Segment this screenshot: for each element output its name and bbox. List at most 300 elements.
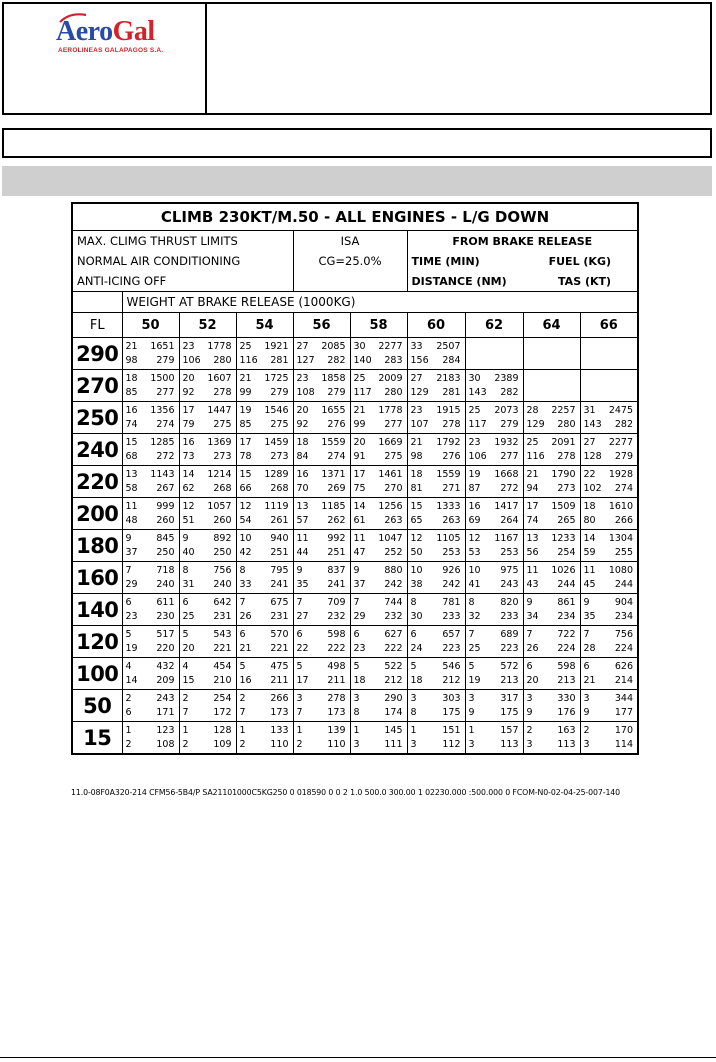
cell-time: 22 xyxy=(583,468,596,480)
climb-cell xyxy=(580,562,638,594)
cell-time: 16 xyxy=(182,436,195,448)
cell-tas: 272 xyxy=(156,450,175,462)
cell-fuel: 2073 xyxy=(494,404,519,416)
cell-distance: 156 xyxy=(410,354,429,366)
cell-fuel: 278 xyxy=(327,692,346,704)
cell-distance: 18 xyxy=(410,674,423,686)
table-title: CLIMB 230KT/M.50 - ALL ENGINES - L/G DOWN xyxy=(72,203,638,231)
climb-cell xyxy=(236,626,293,658)
cell-fuel: 570 xyxy=(270,628,289,640)
flight-level: 15 xyxy=(72,722,122,755)
cell-fuel: 926 xyxy=(442,564,461,576)
cell-fuel: 1185 xyxy=(321,500,346,512)
climb-cell xyxy=(580,626,638,658)
climb-cell xyxy=(350,402,407,434)
cell-tas: 268 xyxy=(270,482,289,494)
climb-cell xyxy=(465,434,523,466)
cell-time: 2 xyxy=(125,692,132,704)
climb-cell xyxy=(293,498,350,530)
cell-time: 23 xyxy=(410,404,423,416)
climb-cell xyxy=(236,594,293,626)
fl-header: FL xyxy=(72,313,122,338)
climb-cell xyxy=(122,658,179,690)
climb-cell xyxy=(580,658,638,690)
climb-cell xyxy=(523,658,580,690)
cell-time: 9 xyxy=(353,564,360,576)
climb-cell xyxy=(293,402,350,434)
cell-time: 10 xyxy=(410,564,423,576)
cell-distance: 65 xyxy=(410,514,423,526)
cell-tas: 240 xyxy=(156,578,175,590)
cell-time: 11 xyxy=(526,564,539,576)
cell-tas: 244 xyxy=(557,578,576,590)
cell-time: 2 xyxy=(583,724,590,736)
climb-cell xyxy=(350,594,407,626)
table-row xyxy=(72,722,638,755)
cell-tas: 274 xyxy=(614,482,634,494)
logo-box xyxy=(4,4,207,113)
table-row xyxy=(72,402,638,434)
cell-distance: 9 xyxy=(583,706,590,718)
cell-distance: 92 xyxy=(182,386,195,398)
cell-time: 6 xyxy=(526,660,533,672)
cell-fuel: 1858 xyxy=(321,372,346,384)
cell-tas: 280 xyxy=(557,418,576,430)
cell-distance: 37 xyxy=(125,546,138,558)
cell-time: 33 xyxy=(410,340,423,352)
climb-cell xyxy=(350,722,407,755)
cell-time: 3 xyxy=(526,692,533,704)
climb-cell xyxy=(236,498,293,530)
table-row xyxy=(72,530,638,562)
cell-distance: 127 xyxy=(296,354,315,366)
condition-air: NORMAL AIR CONDITIONING xyxy=(72,251,293,271)
cell-fuel: 317 xyxy=(500,692,519,704)
climb-cell xyxy=(350,498,407,530)
cell-tas: 269 xyxy=(327,482,346,494)
climb-cell xyxy=(465,466,523,498)
cell-distance: 51 xyxy=(182,514,195,526)
cell-fuel: 756 xyxy=(213,564,232,576)
cell-tas: 279 xyxy=(614,450,634,462)
cell-fuel: 572 xyxy=(500,660,519,672)
cell-distance: 84 xyxy=(296,450,309,462)
cell-distance: 20 xyxy=(526,674,539,686)
cell-tas: 278 xyxy=(213,386,232,398)
cell-fuel: 845 xyxy=(156,532,175,544)
cell-fuel: 892 xyxy=(213,532,232,544)
cell-distance: 58 xyxy=(125,482,138,494)
cell-tas: 224 xyxy=(614,642,634,654)
cell-time: 23 xyxy=(182,340,195,352)
cell-distance: 98 xyxy=(410,450,423,462)
cell-distance: 3 xyxy=(353,738,360,750)
climb-cell xyxy=(465,690,523,722)
cell-distance: 74 xyxy=(125,418,138,430)
cell-fuel: 626 xyxy=(614,660,634,672)
cell-time: 5 xyxy=(125,628,132,640)
cell-distance: 106 xyxy=(182,354,201,366)
cell-time: 1 xyxy=(125,724,132,736)
climb-cell xyxy=(580,690,638,722)
cell-tas: 273 xyxy=(557,482,576,494)
cell-fuel: 1928 xyxy=(608,468,634,480)
climb-cell xyxy=(580,434,638,466)
cell-distance: 3 xyxy=(583,738,590,750)
cell-time: 18 xyxy=(410,468,423,480)
cell-fuel: 163 xyxy=(557,724,576,736)
climb-cell xyxy=(236,434,293,466)
climb-cell xyxy=(293,434,350,466)
cell-fuel: 1167 xyxy=(494,532,519,544)
cell-time: 17 xyxy=(239,436,252,448)
cell-distance: 40 xyxy=(182,546,195,558)
climb-cell xyxy=(350,626,407,658)
cell-tas: 260 xyxy=(213,514,232,526)
cell-time: 17 xyxy=(353,468,366,480)
cell-distance: 19 xyxy=(125,642,138,654)
cell-distance: 43 xyxy=(526,578,539,590)
cell-distance: 61 xyxy=(353,514,366,526)
cell-time: 8 xyxy=(468,596,475,608)
cell-fuel: 1668 xyxy=(494,468,519,480)
climb-cell xyxy=(580,530,638,562)
cell-time: 8 xyxy=(410,596,417,608)
cell-fuel: 2257 xyxy=(551,404,576,416)
legend-time-fuel xyxy=(407,251,638,271)
cell-distance: 2 xyxy=(182,738,189,750)
cell-distance: 56 xyxy=(526,546,539,558)
climb-cell xyxy=(179,626,236,658)
cell-fuel: 303 xyxy=(442,692,461,704)
cell-time: 1 xyxy=(182,724,189,736)
cell-distance: 42 xyxy=(239,546,252,558)
cell-time: 10 xyxy=(239,532,252,544)
cell-tas: 261 xyxy=(270,514,289,526)
cell-fuel: 1233 xyxy=(551,532,576,544)
flight-level: 220 xyxy=(72,466,122,498)
cell-tas: 224 xyxy=(557,642,576,654)
climb-cell xyxy=(523,498,580,530)
cell-tas: 213 xyxy=(500,674,519,686)
climb-cell xyxy=(465,562,523,594)
climb-cell xyxy=(122,338,179,370)
climb-cell xyxy=(407,466,465,498)
cell-distance: 85 xyxy=(239,418,252,430)
cell-fuel: 1921 xyxy=(264,340,289,352)
cell-fuel: 1559 xyxy=(436,468,461,480)
cell-tas: 279 xyxy=(156,354,175,366)
cell-fuel: 1105 xyxy=(436,532,461,544)
cell-fuel: 1669 xyxy=(378,436,403,448)
cell-distance: 31 xyxy=(182,578,195,590)
cell-distance: 37 xyxy=(353,578,366,590)
cell-tas: 275 xyxy=(384,450,403,462)
cell-time: 5 xyxy=(468,660,475,672)
cell-fuel: 1026 xyxy=(551,564,576,576)
cell-tas: 270 xyxy=(384,482,403,494)
cell-tas: 284 xyxy=(442,354,461,366)
cell-time: 20 xyxy=(296,404,309,416)
cell-fuel: 1417 xyxy=(494,500,519,512)
cell-tas: 253 xyxy=(442,546,461,558)
cell-distance: 69 xyxy=(468,514,481,526)
climb-cell xyxy=(179,562,236,594)
cell-fuel: 546 xyxy=(442,660,461,672)
cell-tas: 222 xyxy=(327,642,346,654)
cell-distance: 128 xyxy=(583,450,602,462)
cell-time: 31 xyxy=(583,404,596,416)
cell-tas: 214 xyxy=(614,674,634,686)
flight-level: 120 xyxy=(72,626,122,658)
cell-fuel: 2277 xyxy=(378,340,403,352)
cell-fuel: 1119 xyxy=(264,500,289,512)
cell-tas: 265 xyxy=(557,514,576,526)
cell-fuel: 975 xyxy=(500,564,519,576)
table-row xyxy=(72,562,638,594)
cell-distance: 8 xyxy=(353,706,360,718)
climb-table-container xyxy=(71,202,637,755)
cell-fuel: 1778 xyxy=(207,340,232,352)
cell-fuel: 1509 xyxy=(551,500,576,512)
cell-tas: 244 xyxy=(614,578,634,590)
cell-time: 1 xyxy=(410,724,417,736)
cell-fuel: 675 xyxy=(270,596,289,608)
cell-time: 27 xyxy=(296,340,309,352)
cell-distance: 80 xyxy=(583,514,596,526)
climb-cell xyxy=(293,530,350,562)
header-title-area xyxy=(207,4,710,113)
cell-distance: 38 xyxy=(410,578,423,590)
cell-fuel: 1559 xyxy=(321,436,346,448)
cell-distance: 20 xyxy=(182,642,195,654)
cell-tas: 264 xyxy=(500,514,519,526)
condition-cg: CG=25.0% xyxy=(293,251,407,271)
cell-distance: 21 xyxy=(239,642,252,654)
cell-time: 23 xyxy=(468,436,481,448)
climb-cell xyxy=(523,562,580,594)
cell-time: 11 xyxy=(125,500,138,512)
cell-time: 14 xyxy=(353,500,366,512)
cell-fuel: 475 xyxy=(270,660,289,672)
cell-time: 5 xyxy=(239,660,246,672)
cell-tas: 276 xyxy=(327,418,346,430)
cell-distance: 3 xyxy=(410,738,417,750)
cell-time: 1 xyxy=(296,724,303,736)
cell-time: 18 xyxy=(125,372,138,384)
cell-time: 11 xyxy=(583,564,596,576)
cell-fuel: 254 xyxy=(213,692,232,704)
climb-cell xyxy=(122,690,179,722)
cell-tas: 211 xyxy=(270,674,289,686)
weight-header: 52 xyxy=(179,313,236,338)
climb-cell xyxy=(122,594,179,626)
cell-distance: 7 xyxy=(296,706,303,718)
climb-cell xyxy=(236,530,293,562)
cell-time: 25 xyxy=(526,436,539,448)
cell-distance: 143 xyxy=(468,386,487,398)
climb-cell xyxy=(179,466,236,498)
cell-distance: 143 xyxy=(583,418,602,430)
climb-cell xyxy=(179,498,236,530)
climb-cell xyxy=(236,466,293,498)
from-brake-release: FROM BRAKE RELEASE xyxy=(407,231,638,252)
cell-tas: 282 xyxy=(327,354,346,366)
cell-tas: 221 xyxy=(270,642,289,654)
cell-fuel: 139 xyxy=(327,724,346,736)
cell-time: 12 xyxy=(410,532,423,544)
cell-tas: 233 xyxy=(500,610,519,622)
cell-distance: 28 xyxy=(583,642,596,654)
flight-level: 250 xyxy=(72,402,122,434)
cell-tas: 241 xyxy=(327,578,346,590)
cell-fuel: 820 xyxy=(500,596,519,608)
cell-time: 6 xyxy=(353,628,360,640)
cell-distance: 99 xyxy=(353,418,366,430)
cell-tas: 280 xyxy=(213,354,232,366)
cell-time: 10 xyxy=(468,564,481,576)
cell-distance: 21 xyxy=(583,674,596,686)
cell-tas: 277 xyxy=(384,418,403,430)
cell-distance: 17 xyxy=(296,674,309,686)
weight-label-spacer xyxy=(72,292,122,313)
climb-cell xyxy=(523,370,580,402)
cell-tas: 281 xyxy=(442,386,461,398)
climb-cell xyxy=(523,530,580,562)
cell-time: 15 xyxy=(410,500,423,512)
cell-fuel: 1080 xyxy=(608,564,634,576)
climb-cell xyxy=(523,594,580,626)
climb-cell xyxy=(236,562,293,594)
cell-distance: 87 xyxy=(468,482,481,494)
legend-tas: TAS (KT) xyxy=(558,274,612,288)
cell-time: 9 xyxy=(583,596,590,608)
cell-distance: 7 xyxy=(239,706,246,718)
cell-tas: 271 xyxy=(442,482,461,494)
condition-isa: ISA xyxy=(293,231,407,252)
cell-fuel: 992 xyxy=(327,532,346,544)
cell-distance: 73 xyxy=(182,450,195,462)
cell-tas: 232 xyxy=(327,610,346,622)
climb-cell xyxy=(407,434,465,466)
cell-time: 21 xyxy=(410,436,423,448)
cell-distance: 116 xyxy=(526,450,545,462)
cell-fuel: 1057 xyxy=(207,500,232,512)
cell-distance: 34 xyxy=(526,610,539,622)
cell-time: 18 xyxy=(296,436,309,448)
cell-time: 2 xyxy=(239,692,246,704)
cell-tas: 278 xyxy=(557,450,576,462)
cell-time: 1 xyxy=(353,724,360,736)
cell-distance: 94 xyxy=(526,482,539,494)
climb-cell xyxy=(122,466,179,498)
cell-distance: 3 xyxy=(468,738,475,750)
cell-time: 11 xyxy=(296,532,309,544)
cell-time: 5 xyxy=(182,628,189,640)
weight-header: 54 xyxy=(236,313,293,338)
climb-cell xyxy=(407,370,465,402)
cell-time: 16 xyxy=(125,404,138,416)
cell-distance: 35 xyxy=(296,578,309,590)
cell-distance: 57 xyxy=(296,514,309,526)
cell-distance: 16 xyxy=(239,674,252,686)
cell-distance: 25 xyxy=(468,642,481,654)
climb-cell xyxy=(179,434,236,466)
climb-cell xyxy=(580,338,638,370)
cell-distance: 85 xyxy=(125,386,138,398)
cell-fuel: 2085 xyxy=(321,340,346,352)
weight-label: WEIGHT AT BRAKE RELEASE (1000KG) xyxy=(122,292,638,313)
climb-cell xyxy=(236,658,293,690)
cell-time: 23 xyxy=(296,372,309,384)
cell-tas: 279 xyxy=(270,386,289,398)
climb-cell xyxy=(523,402,580,434)
cell-distance: 9 xyxy=(526,706,533,718)
cell-distance: 54 xyxy=(239,514,252,526)
cell-fuel: 611 xyxy=(156,596,175,608)
cell-tas: 223 xyxy=(500,642,519,654)
cell-tas: 231 xyxy=(270,610,289,622)
cell-time: 7 xyxy=(296,596,303,608)
climb-cell xyxy=(236,370,293,402)
cell-distance: 29 xyxy=(125,578,138,590)
cell-fuel: 123 xyxy=(156,724,175,736)
cell-fuel: 522 xyxy=(384,660,403,672)
cell-fuel: 627 xyxy=(384,628,403,640)
cell-time: 18 xyxy=(583,500,596,512)
cell-fuel: 940 xyxy=(270,532,289,544)
flight-level: 100 xyxy=(72,658,122,690)
cell-fuel: 744 xyxy=(384,596,403,608)
table-row xyxy=(72,466,638,498)
cell-distance: 74 xyxy=(526,514,539,526)
climb-cell xyxy=(465,722,523,755)
climb-cell xyxy=(465,658,523,690)
climb-cell xyxy=(350,658,407,690)
climb-cell xyxy=(293,466,350,498)
cell-tas: 231 xyxy=(213,610,232,622)
cell-time: 7 xyxy=(125,564,132,576)
cell-tas: 255 xyxy=(614,546,634,558)
condition-thrust: MAX. CLIMG THRUST LIMITS xyxy=(72,231,293,252)
cell-fuel: 598 xyxy=(327,628,346,640)
flight-level: 200 xyxy=(72,498,122,530)
climb-cell xyxy=(293,594,350,626)
cell-tas: 281 xyxy=(270,354,289,366)
cell-time: 4 xyxy=(182,660,189,672)
cell-fuel: 517 xyxy=(156,628,175,640)
cell-fuel: 1459 xyxy=(264,436,289,448)
cell-distance: 116 xyxy=(239,354,258,366)
cell-time: 5 xyxy=(296,660,303,672)
cell-time: 19 xyxy=(468,468,481,480)
climb-cell xyxy=(293,562,350,594)
cell-tas: 111 xyxy=(384,738,403,750)
cell-distance: 27 xyxy=(296,610,309,622)
cell-fuel: 795 xyxy=(270,564,289,576)
cell-tas: 260 xyxy=(156,514,175,526)
cell-fuel: 999 xyxy=(156,500,175,512)
climb-cell xyxy=(407,562,465,594)
cell-distance: 14 xyxy=(125,674,138,686)
cell-distance: 23 xyxy=(353,642,366,654)
cell-tas: 251 xyxy=(270,546,289,558)
climb-cell xyxy=(236,722,293,755)
cell-fuel: 1461 xyxy=(378,468,403,480)
cell-tas: 273 xyxy=(270,450,289,462)
cell-fuel: 1047 xyxy=(378,532,403,544)
cell-time: 7 xyxy=(239,596,246,608)
